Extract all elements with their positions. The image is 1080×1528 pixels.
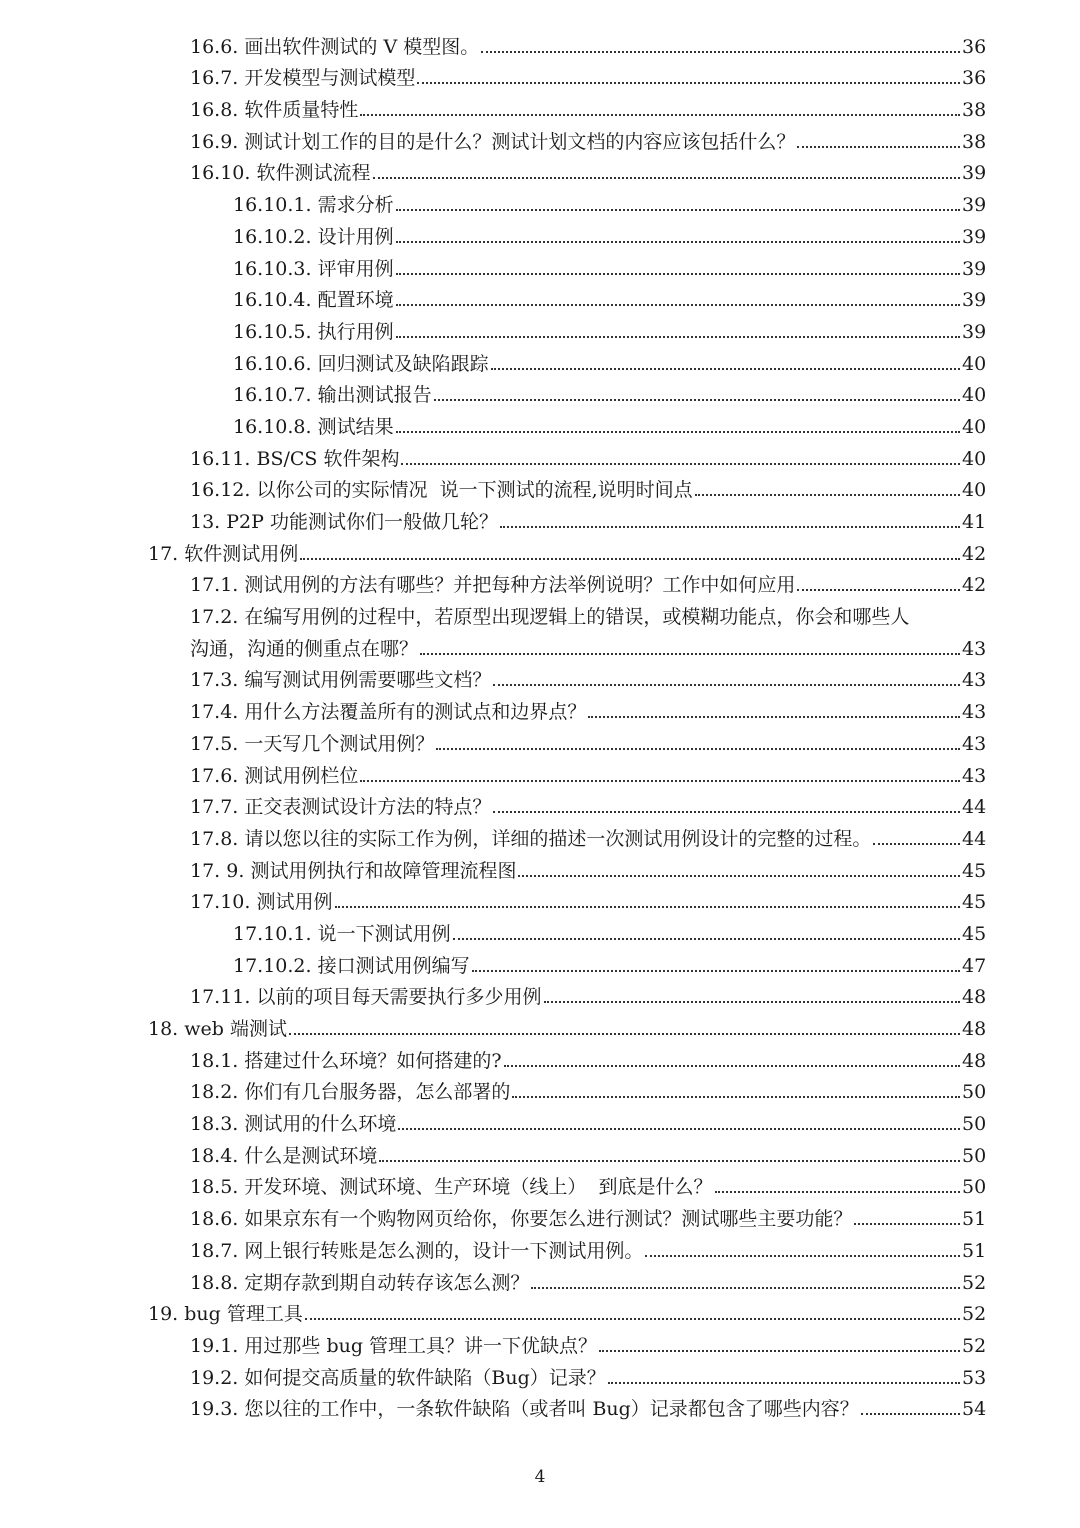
dot-leader [518, 875, 960, 877]
toc-entry-title: 沟通，沟通的侧重点在哪？ [190, 637, 419, 660]
toc-entry[interactable] [0, 122, 1080, 154]
toc-entry-number: 16.10.4. [233, 289, 312, 312]
dot-leader [396, 241, 960, 243]
dot-leader [396, 304, 960, 306]
toc-entry-title: 以你公司的实际情况 说一下测试的流程,说明时间点 [256, 479, 693, 502]
table-of-contents [0, 27, 1080, 1421]
toc-entry-page: 40 [962, 479, 987, 502]
dot-leader [472, 970, 960, 972]
toc-entry[interactable] [0, 661, 1080, 693]
toc-entry-page: 52 [962, 1271, 987, 1294]
toc-entry[interactable] [0, 249, 1080, 281]
toc-entry-number: 17.8. [190, 827, 239, 850]
toc-entry-number: 16.6. [190, 35, 239, 58]
dot-leader [588, 716, 960, 718]
toc-entry-page: 54 [962, 1398, 987, 1421]
toc-entry[interactable] [0, 756, 1080, 788]
toc-entry-page: 38 [962, 130, 987, 153]
toc-entry[interactable] [0, 154, 1080, 186]
toc-entry-page: 39 [962, 257, 987, 280]
toc-entry[interactable] [0, 1168, 1080, 1200]
toc-entry-number: 19.3. [190, 1398, 239, 1421]
toc-entry-title: 测试计划工作的目的是什么？测试计划文档的内容应该包括什么？ [244, 130, 796, 153]
toc-entry-number: 17.10. [190, 891, 251, 914]
toc-entry-title: 开发环境、测试环境、生产环境（线上） 到底是什么？ [244, 1176, 713, 1199]
dot-leader [512, 1096, 960, 1098]
toc-entry[interactable] [0, 1041, 1080, 1073]
toc-entry-title: 测试用例 [256, 891, 333, 914]
toc-entry-page: 38 [962, 99, 987, 122]
toc-entry[interactable] [0, 1358, 1080, 1390]
toc-entry[interactable] [0, 376, 1080, 408]
toc-entry-number: 17. 9. [190, 859, 245, 882]
dot-leader [481, 51, 960, 53]
toc-entry-title: 软件测试流程 [256, 162, 371, 185]
toc-entry-page: 42 [962, 574, 987, 597]
toc-entry-page: 39 [962, 162, 987, 185]
toc-entry[interactable] [0, 788, 1080, 820]
toc-entry-number: 13. [190, 511, 221, 533]
toc-entry-title: 用什么方法覆盖所有的测试点和边界点？ [244, 701, 587, 724]
dot-leader [645, 1255, 960, 1257]
toc-entry-page: 52 [962, 1334, 987, 1357]
toc-entry[interactable] [0, 597, 1080, 629]
toc-entry-page: 43 [962, 637, 987, 660]
dot-leader [289, 1033, 960, 1035]
toc-entry-title: 评审用例 [317, 257, 394, 280]
toc-entry[interactable] [0, 851, 1080, 883]
toc-entry-title: 配置环境 [317, 289, 394, 312]
toc-entry[interactable] [0, 185, 1080, 217]
dot-leader [300, 558, 960, 560]
toc-entry-number: 18.2. [190, 1081, 239, 1104]
dot-leader [379, 1160, 960, 1162]
toc-entry-number: 16.10.3. [233, 257, 312, 280]
toc-entry-number: 16.11. [190, 447, 251, 470]
dot-leader [396, 336, 960, 338]
dot-leader [396, 431, 960, 433]
toc-entry-number: 16.10.8. [233, 415, 312, 438]
toc-entry-page: 40 [962, 447, 987, 470]
toc-entry[interactable] [0, 90, 1080, 122]
toc-entry[interactable] [0, 692, 1080, 724]
dot-leader [396, 209, 960, 211]
toc-entry-title: 一天写几个测试用例？ [244, 732, 435, 755]
toc-entry-title: P2P 功能测试你们一般做几轮？ [226, 511, 498, 533]
toc-entry-number: 18.3. [190, 1113, 239, 1136]
toc-entry-number: 16.10.7. [233, 384, 312, 407]
toc-entry-title: 您以往的工作中，一条软件缺陷（或者叫 Bug）记录都包含了哪些内容？ [244, 1398, 859, 1421]
toc-entry-page: 36 [962, 67, 987, 90]
toc-entry[interactable] [0, 1326, 1080, 1358]
toc-entry[interactable] [0, 1231, 1080, 1263]
toc-entry-title: 开发模型与测试模型 [244, 67, 416, 90]
toc-entry-page: 40 [962, 415, 987, 438]
toc-entry-number: 17.3. [190, 669, 239, 692]
toc-entry[interactable] [0, 914, 1080, 946]
page-number: 4 [534, 1467, 546, 1487]
toc-entry[interactable] [0, 1390, 1080, 1422]
toc-entry-number: 17.2. [190, 606, 239, 629]
toc-entry-title: 执行用例 [317, 320, 394, 343]
dot-leader [504, 1065, 960, 1067]
toc-entry[interactable] [0, 1009, 1080, 1041]
toc-entry-title: 测试用例的方法有哪些？并把每种方法举例说明？工作中如何应用 [244, 574, 796, 597]
dot-leader [797, 589, 960, 591]
toc-entry-title: 如果京东有一个购物网页给你，你要怎么进行测试？测试哪些主要功能？ [244, 1208, 853, 1231]
toc-entry-title: 用过那些 bug 管理工具？讲一下优缺点？ [244, 1334, 598, 1357]
dot-leader [436, 748, 960, 750]
toc-entry-page: 48 [962, 1018, 987, 1040]
toc-entry[interactable] [0, 502, 1080, 534]
toc-entry-page: 51 [962, 1239, 987, 1262]
dot-leader [608, 1382, 960, 1384]
toc-entry[interactable] [0, 217, 1080, 249]
toc-entry[interactable] [0, 407, 1080, 439]
toc-entry-title: 如何提交高质量的软件缺陷（Bug）记录？ [244, 1366, 606, 1389]
toc-entry-page: 43 [962, 764, 987, 787]
dot-leader [493, 684, 960, 686]
dot-leader [531, 1287, 960, 1289]
toc-entry-number: 17.6. [190, 764, 239, 787]
dot-leader [599, 1350, 960, 1352]
toc-entry-title: web 端测试 [184, 1018, 287, 1040]
toc-entry-number: 19.1. [190, 1334, 239, 1357]
toc-entry-title: 在编写用例的过程中，若原型出现逻辑上的错误，或模糊功能点，你会和哪些人 [244, 606, 910, 629]
toc-entry-title: 测试用例栏位 [244, 764, 359, 787]
toc-entry-page: 45 [962, 859, 987, 882]
toc-entry[interactable] [0, 978, 1080, 1010]
toc-entry[interactable] [0, 946, 1080, 978]
toc-entry-number: 17.11. [190, 986, 251, 1009]
toc-entry-page: 40 [962, 384, 987, 407]
toc-entry-number: 18.4. [190, 1144, 239, 1167]
toc-entry-page: 40 [962, 352, 987, 375]
dot-leader [335, 906, 961, 908]
toc-entry-title: 软件测试用例 [184, 542, 299, 565]
toc-entry-title: 说一下测试用例 [317, 922, 451, 945]
toc-entry[interactable] [0, 883, 1080, 915]
toc-entry-number: 17.10.1. [233, 922, 312, 945]
toc-entry-page: 39 [962, 194, 987, 217]
toc-entry-page: 50 [962, 1176, 987, 1199]
dot-leader [854, 1223, 960, 1225]
toc-entry-page: 50 [962, 1113, 987, 1136]
toc-entry[interactable] [0, 59, 1080, 91]
toc-entry-title: 定期存款到期自动转存该怎么测？ [244, 1271, 530, 1294]
toc-entry[interactable] [0, 1263, 1080, 1295]
dot-leader [373, 177, 961, 179]
toc-entry-number: 17.7. [190, 796, 239, 819]
toc-entry-page: 45 [962, 891, 987, 914]
toc-entry-title: 请以您以往的实际工作为例，详细的描述一次测试用例设计的完整的过程。 [244, 827, 872, 850]
toc-entry-page: 43 [962, 701, 987, 724]
toc-entry-page: 41 [962, 511, 987, 533]
toc-entry[interactable] [0, 724, 1080, 756]
toc-entry-page: 50 [962, 1081, 987, 1104]
toc-entry-title: BS/CS 软件架构 [256, 447, 400, 470]
toc-entry-number: 16.12. [190, 479, 251, 502]
toc-entry-number: 17.5. [190, 732, 239, 755]
toc-entry-number: 18.8. [190, 1271, 239, 1294]
toc-entry-title: 编写测试用例需要哪些文档？ [244, 669, 492, 692]
toc-entry-page: 45 [962, 922, 987, 945]
dot-leader [491, 368, 960, 370]
toc-entry[interactable] [0, 27, 1080, 59]
toc-entry-number: 17. [148, 542, 179, 565]
toc-entry-number: 16.8. [190, 99, 239, 122]
toc-entry[interactable] [0, 1295, 1080, 1327]
dot-leader [420, 653, 960, 655]
toc-entry-page: 48 [962, 986, 987, 1009]
toc-entry-page: 39 [962, 320, 987, 343]
toc-entry[interactable] [0, 1104, 1080, 1136]
toc-entry[interactable] [0, 566, 1080, 598]
toc-entry-title: 设计用例 [317, 225, 394, 248]
toc-entry-title: 输出测试报告 [317, 384, 432, 407]
dot-leader [417, 82, 960, 84]
toc-entry-title: 以前的项目每天需要执行多少用例 [256, 986, 542, 1009]
toc-entry-number: 18.6. [190, 1208, 239, 1231]
toc-entry-page: 44 [962, 827, 987, 850]
toc-entry[interactable] [0, 1199, 1080, 1231]
toc-entry-number: 16.10.1. [233, 194, 312, 217]
toc-entry-number: 19.2. [190, 1366, 239, 1389]
toc-entry-number: 16.10. [190, 162, 251, 185]
dot-leader [434, 399, 960, 401]
dot-leader [797, 146, 960, 148]
toc-entry-number: 17.10.2. [233, 954, 312, 977]
toc-entry-title: 什么是测试环境 [244, 1144, 378, 1167]
dot-leader [305, 1318, 960, 1320]
toc-entry-title: 软件质量特性 [244, 99, 359, 122]
dot-leader [500, 526, 960, 528]
toc-entry-page: 52 [962, 1303, 987, 1326]
toc-entry-page: 48 [962, 1049, 987, 1072]
toc-entry[interactable] [0, 439, 1080, 471]
toc-entry-title: 搭建过什么环境？如何搭建的? [244, 1049, 502, 1072]
dot-leader [715, 1191, 961, 1193]
dot-leader [398, 1128, 960, 1130]
toc-entry[interactable] [0, 471, 1080, 503]
toc-entry-page: 50 [962, 1144, 987, 1167]
toc-entry-number: 16.10.2. [233, 225, 312, 248]
toc-entry-page: 43 [962, 732, 987, 755]
dot-leader [396, 273, 960, 275]
toc-entry[interactable] [0, 534, 1080, 566]
toc-entry-number: 16.9. [190, 130, 239, 153]
toc-entry[interactable] [0, 281, 1080, 313]
toc-entry-title: 回归测试及缺陷跟踪 [317, 352, 489, 375]
toc-entry-title: bug 管理工具 [184, 1303, 303, 1326]
toc-entry[interactable] [0, 1073, 1080, 1105]
toc-entry-number: 17.4. [190, 701, 239, 724]
toc-entry-number: 16.10.5. [233, 320, 312, 343]
toc-entry-number: 18.1. [190, 1049, 239, 1072]
toc-entry-page: 36 [962, 35, 987, 58]
toc-entry-title: 测试用的什么环境 [244, 1113, 397, 1136]
dot-leader [873, 843, 960, 845]
dot-leader [360, 114, 960, 116]
dot-leader [493, 811, 960, 813]
toc-entry-title: 正交表测试设计方法的特点？ [244, 796, 492, 819]
toc-entry[interactable] [0, 344, 1080, 376]
toc-entry-page: 42 [962, 542, 987, 565]
toc-entry-page: 39 [962, 289, 987, 312]
toc-entry-number: 17.1. [190, 574, 239, 597]
dot-leader [695, 494, 960, 496]
toc-entry-number: 18. [148, 1018, 179, 1040]
dot-leader [401, 463, 960, 465]
dot-leader [544, 1001, 961, 1003]
toc-entry-page: 47 [962, 954, 987, 977]
toc-entry-title: 测试结果 [317, 415, 394, 438]
toc-entry-number: 16.10.6. [233, 352, 312, 375]
toc-entry[interactable] [0, 312, 1080, 344]
toc-entry-number: 19. [148, 1303, 179, 1326]
toc-entry-page: 53 [962, 1366, 987, 1389]
toc-entry-title: 需求分析 [317, 194, 394, 217]
toc-entry[interactable] [0, 819, 1080, 851]
toc-entry-title: 画出软件测试的 V 模型图。 [244, 35, 480, 58]
toc-entry-page: 43 [962, 669, 987, 692]
dot-leader [453, 938, 960, 940]
toc-entry-page: 39 [962, 225, 987, 248]
dot-leader [360, 780, 960, 782]
toc-entry-page: 51 [962, 1208, 987, 1231]
toc-entry-page: 44 [962, 796, 987, 819]
toc-entry-title: 你们有几台服务器，怎么部署的 [244, 1081, 511, 1104]
toc-entry-title: 网上银行转账是怎么测的，设计一下测试用例。 [244, 1239, 644, 1262]
toc-entry-number: 18.5. [190, 1176, 239, 1199]
toc-entry-number: 16.7. [190, 67, 239, 90]
toc-entry-number: 18.7. [190, 1239, 239, 1262]
toc-entry[interactable] [0, 629, 1080, 661]
toc-entry-title: 测试用例执行和故障管理流程图 [250, 859, 517, 882]
dot-leader [861, 1413, 960, 1415]
toc-entry[interactable] [0, 1136, 1080, 1168]
toc-entry-title: 接口测试用例编写 [317, 954, 470, 977]
